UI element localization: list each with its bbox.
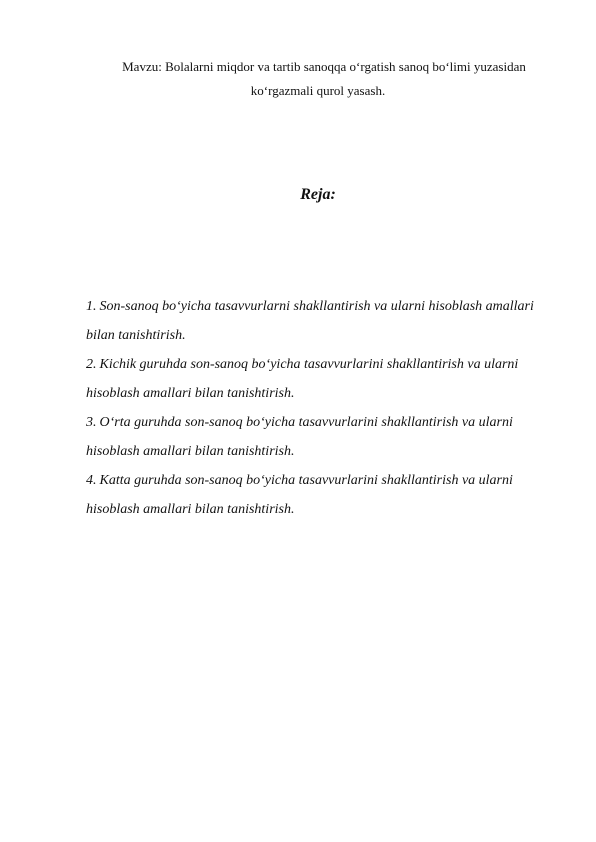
plan-item-4 — [86, 466, 552, 524]
topic-title — [86, 55, 550, 103]
plan-item-number: 2. — [86, 357, 97, 372]
topic-line-2: ko‘rgazmali qurol yasash. — [250, 83, 386, 98]
plan-item-text: Son-sanoq bo‘yicha tasavvurlarni shakllantirish va ularni hisoblash amallari bilan tanishtirish. — [86, 299, 534, 343]
plan-list — [86, 292, 552, 524]
plan-item-text: Kichik guruhda son-sanoq bo‘yicha tasavvurlarini shakllantirish va ularni hisoblash amallari bilan tanishtirish. — [86, 357, 519, 401]
plan-item-3 — [86, 408, 552, 466]
plan-item-number: 3. — [86, 415, 97, 430]
topic-line-1: Mavzu: Bolalarni miqdor va tartib sanoqqa o‘rgatish sanoq bo‘limi yuzasidan — [122, 59, 526, 74]
plan-heading: Reja: — [300, 186, 336, 203]
plan-item-number: 4. — [86, 473, 97, 488]
plan-item-2 — [86, 350, 552, 408]
plan-item-text: O‘rta guruhda son-sanoq bo‘yicha tasavvurlarini shakllantirish va ularni hisoblash amallari bilan tanishtirish. — [86, 415, 513, 459]
plan-item-text: Katta guruhda son-sanoq bo‘yicha tasavvurlarini shakllantirish va ularni hisoblash amallari bilan tanishtirish. — [86, 473, 513, 517]
plan-item-1 — [86, 292, 552, 350]
plan-item-number: 1. — [86, 299, 97, 314]
